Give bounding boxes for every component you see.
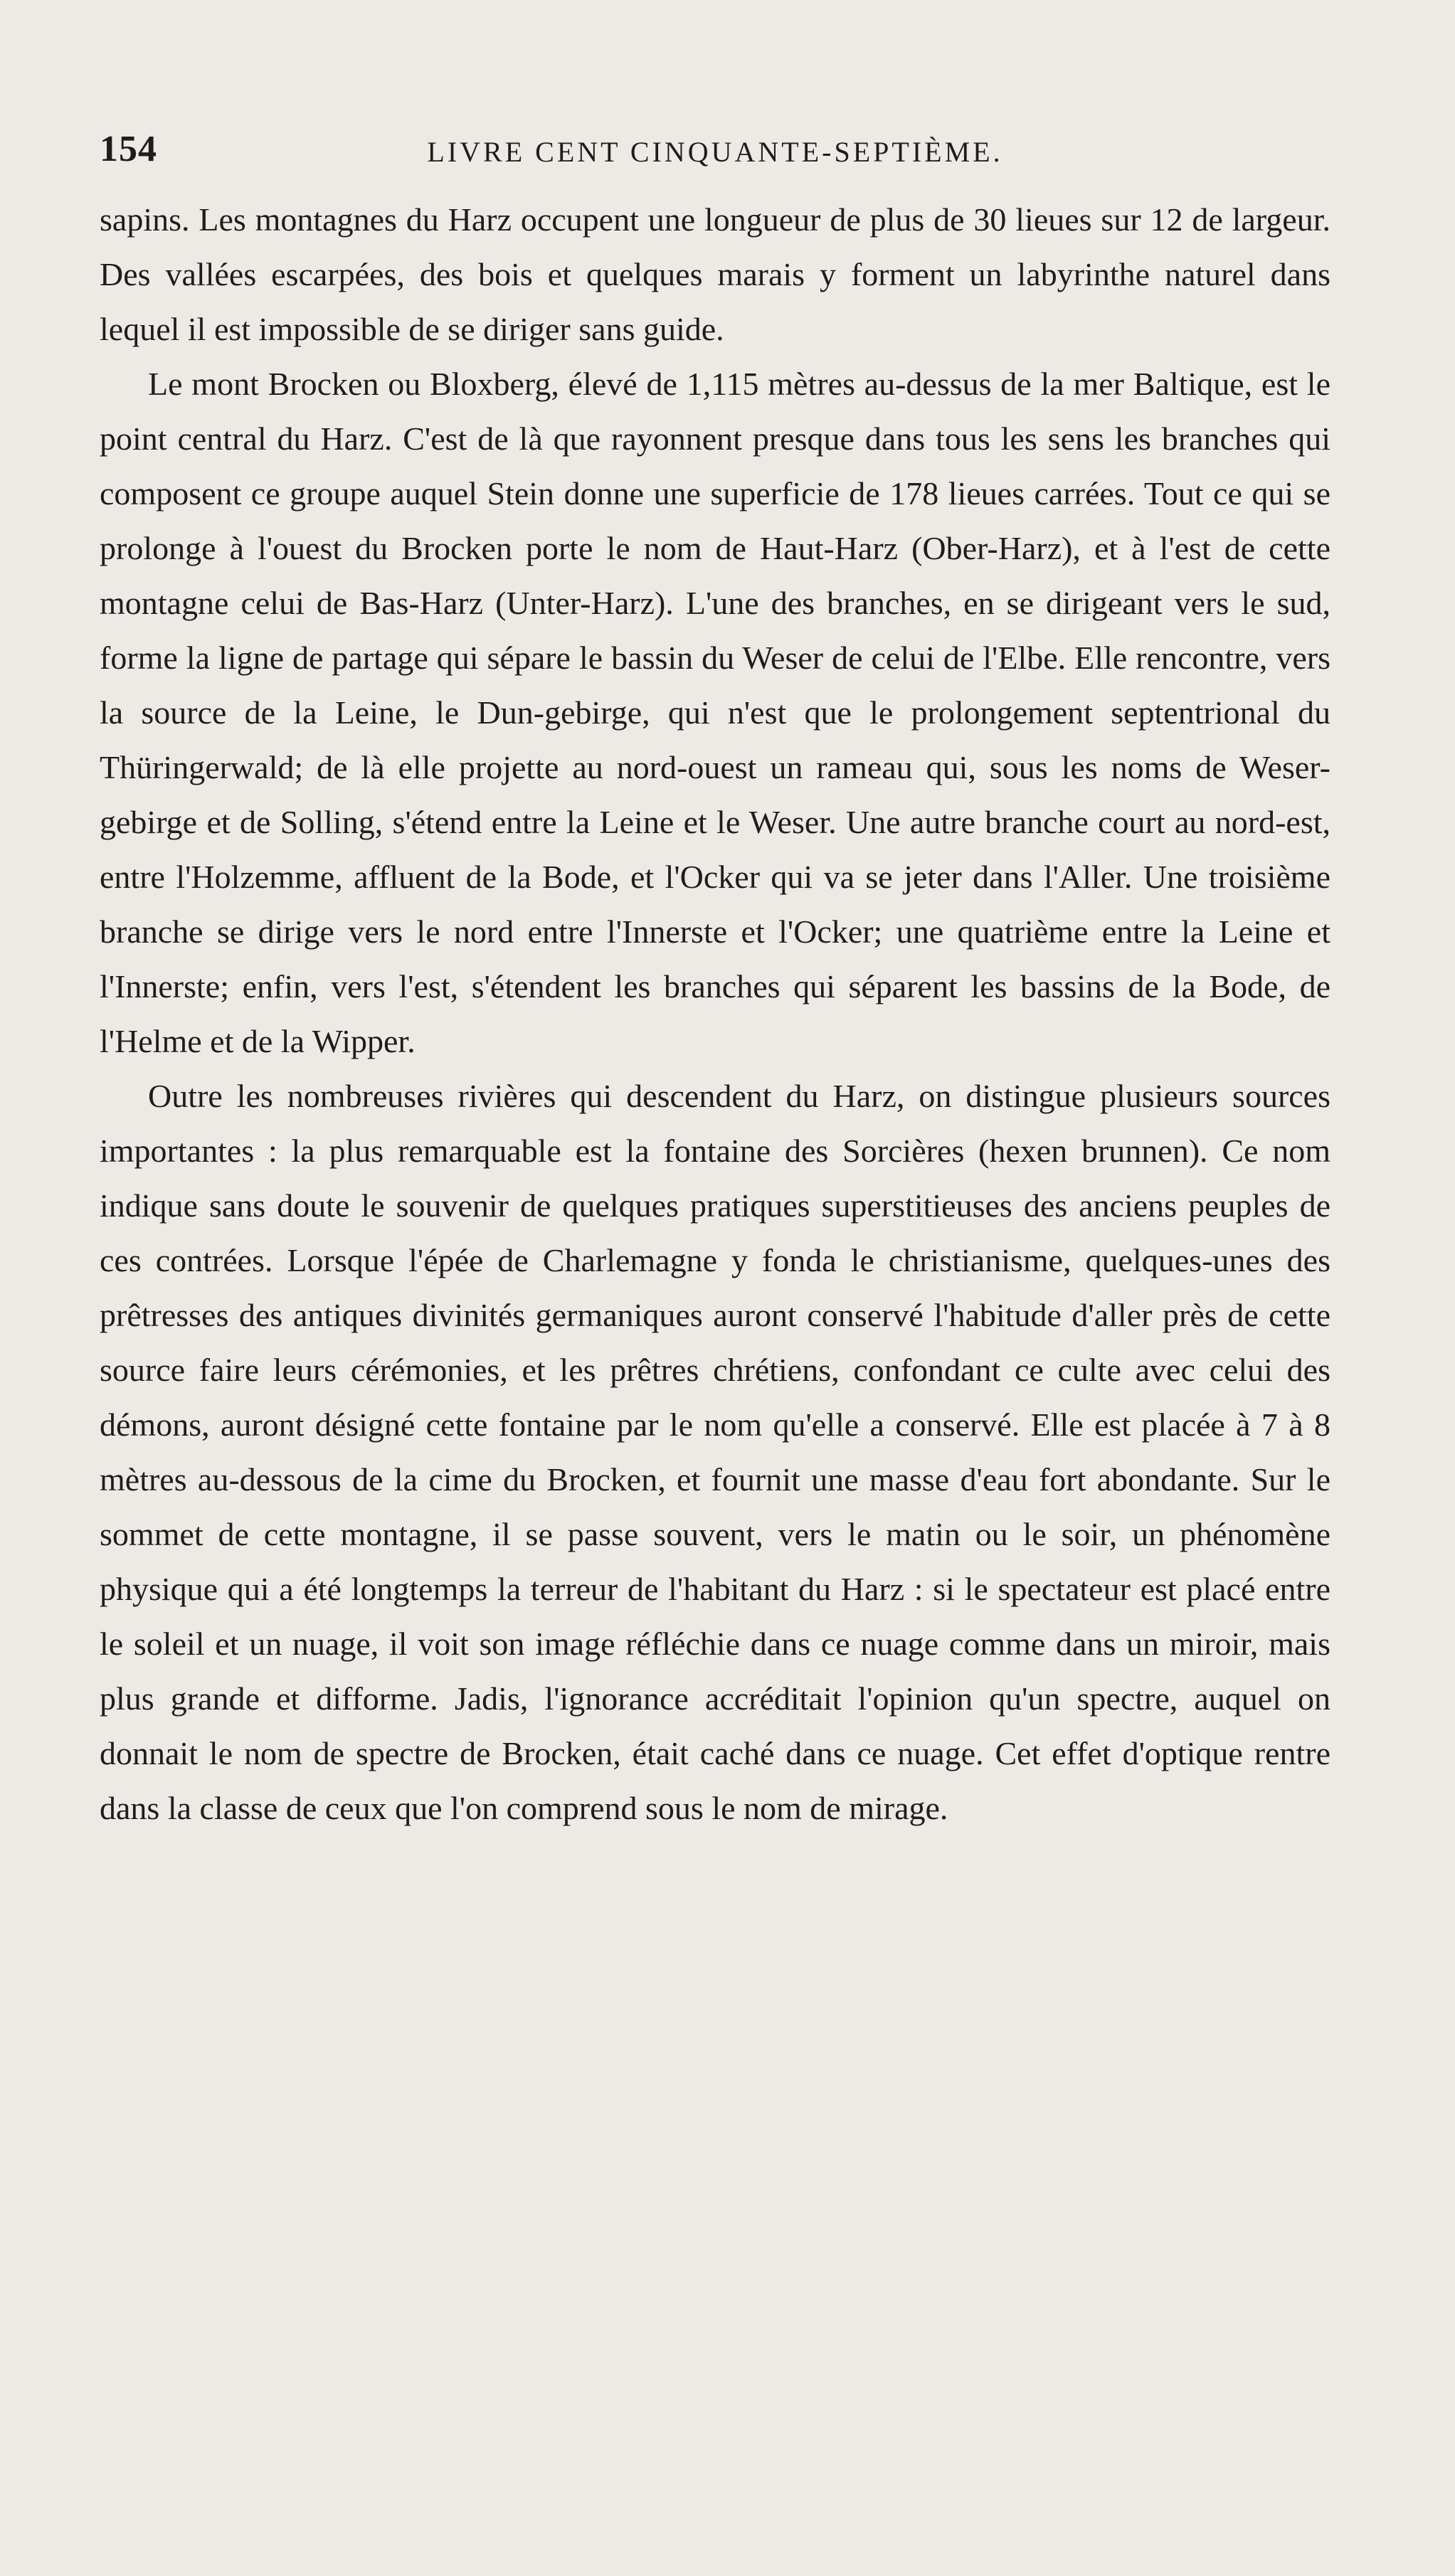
paragraph-2: Le mont Brocken ou Bloxberg, élevé de 1,115 mètres au-dessus de la mer Baltique, est le point central du Harz. C'est de là que rayonnent presque dans tous les sens les branches qui composent ce groupe auquel Stein donne une superficie de 178 lieues carrées. Tout ce qui se prolonge à l'ouest du Brocken porte le nom de Haut-Harz (Ober-Harz), et à l'est de cette montagne celui de Bas-Harz (Unter-Harz). L'une des branches, en se dirigeant vers le sud, forme la ligne de partage qui sépare le bassin du Weser de celui de l'Elbe. Elle rencontre, vers la source de la Leine, le Dun-gebirge, qui n'est que le prolongement septentrional du Thüringerwald; de là elle projette au nord-ouest un rameau qui, sous les noms de Weser-gebirge et de Solling, s'étend entre la Leine et le Weser. Une autre branche court au nord-est, entre l'Holzemme, affluent de la Bode, et l'Ocker qui va se jeter dans l'Aller. Une troisième branche se dirige vers le nord entre l'Innerste et l'Ocker; une quatrième entre la Leine et l'Innerste; enfin, vers l'est, s'étendent les branches qui séparent les bassins de la Bode, de l'Helme et de la Wipper. [100,366,1330,1059]
page-header [100,128,1330,178]
paragraph-3: Outre les nombreuses rivières qui descendent du Harz, on distingue plusieurs sources importantes : la plus remarquable est la fontaine des Sorcières (hexen brunnen). Ce nom indique sans doute le souvenir de quelques pratiques superstitieuses des anciens peuples de ces contrées. Lorsque l'épée de Charlemagne y fonda le christianisme, quelques-unes des prêtresses des antiques divinités germaniques auront conservé l'habitude d'aller près de cette source faire leurs cérémonies, et les prêtres chrétiens, confondant ce culte avec celui des démons, auront désigné cette fontaine par le nom qu'elle a conservé. Elle est placée à 7 à 8 mètres au-dessous de la cime du Brocken, et fournit une masse d'eau fort abondante. Sur le sommet de cette montagne, il se passe souvent, vers le matin ou le soir, un phénomène physique qui a été longtemps la terreur de l'habitant du Harz : si le spectateur est placé entre le soleil et un nuage, il voit son image réfléchie dans ce nuage comme dans un miroir, mais plus grande et difforme. Jadis, l'ignorance accréditait l'opinion qu'un spectre, auquel on donnait le nom de spectre de Brocken, était caché dans ce nuage. Cet effet d'optique rentre dans la classe de ceux que l'on comprend sous le nom de mirage. [100,1078,1330,1826]
paragraph-1: sapins. Les montagnes du Harz occupent une longueur de plus de 30 lieues sur 12 de largeur. Des vallées escarpées, des bois et quelques marais y forment un labyrinthe naturel dans lequel il est impossible de se diriger sans guide. [100,201,1330,347]
page-number: 154 [100,129,157,169]
running-title: LIVRE CENT CINQUANTE-SEPTIÈME. [427,136,1003,168]
body-text [100,192,1330,1835]
